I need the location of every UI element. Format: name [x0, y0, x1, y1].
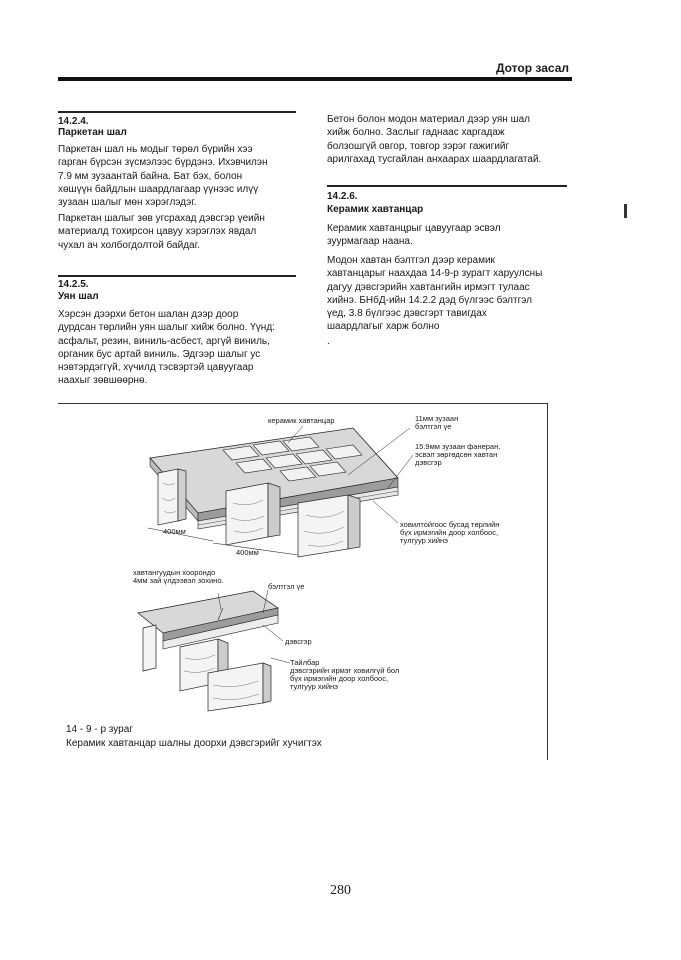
label-gap-line: 4мм зай үлдээвэл зохино.	[133, 576, 224, 585]
paragraph-right-intro	[327, 113, 563, 166]
paragraph-parquet-2	[58, 212, 296, 252]
text-line: органик бус артай виниль. Эдгээр шалыг ус	[58, 348, 261, 360]
section-number-14-2-6: 14.2.6.	[327, 191, 358, 202]
text-line: болзошгүй овгор, товгор зэрэг гажигийг	[327, 140, 510, 152]
label-dimension-400-b: 400мм	[236, 548, 259, 557]
text-line: чухал ач холбогдолтой байдаг.	[58, 239, 200, 251]
label-note-line: Тайлбар	[290, 658, 320, 667]
margin-mark	[624, 204, 627, 218]
text-line: Паркетан шал нь модыг төрөл бүрийн хээ	[58, 144, 253, 155]
section-rule	[327, 185, 567, 187]
label-gap-line: хавтангуудын хоорондо	[133, 568, 216, 577]
section-title-parquet: Паркетан шал	[58, 127, 127, 138]
section-rule	[58, 275, 296, 277]
text-line: хөшүүн байдлын шаардлагаар үүнээс илүү	[58, 183, 259, 195]
label-plywood-line: эсвэл зөргөдсөн хавтан	[415, 450, 498, 459]
text-line: наахыг зөвшөөрнө.	[58, 375, 148, 387]
section-title-flexible: Уян шал	[58, 291, 99, 302]
header-rule	[58, 77, 572, 81]
text-line: шаардлагыг харж болно	[327, 321, 440, 333]
text-line: гарган бүрсэн зүсмэлээс бүрдэнэ. Ихэвчилэн	[58, 157, 268, 169]
page-number: 280	[330, 883, 351, 898]
text-line: дагуу дэвсгэрийн хавтангийн ирмэгт тулаас	[327, 281, 530, 293]
text-line: Хэрсэн дээрхи бетон шалан дээр доор	[58, 309, 239, 320]
label-plywood-line: дэвсгэр	[415, 458, 442, 467]
label-underlay: дэвсгэр	[285, 637, 312, 646]
figure-caption-text: Керамик хавтанцар шалны доорхи дэвсгэрийг хучигтэх	[66, 738, 322, 749]
label-11mm-line: 11мм зузаан	[415, 414, 459, 423]
text-line: үед, 3.8 бүлгээс дэвсгэрт тавигдах	[327, 308, 487, 320]
stray-dot: .	[327, 336, 330, 347]
label-note-line: тулгуур хийнэ	[290, 682, 338, 691]
paragraph-parquet-1	[58, 143, 296, 209]
label-joint-line: тулгуур хийнэ	[400, 536, 448, 545]
text-line: асфальт, резин, виниль-асбест, аргүй виниль,	[58, 335, 270, 347]
text-line: материалд тохирсон цавуу хэрэглэх явдал	[58, 226, 257, 238]
label-dimension-400-a: 400мм	[163, 527, 186, 536]
label-11mm-line: бэлтгэл үе	[415, 422, 452, 431]
text-line: хийнэ. БНбД-ийн 14.2.2 дэд бүлгээс бэлтгэл	[327, 294, 532, 306]
label-joint-line: ховилтойгоос бусад төрлийн	[400, 520, 500, 529]
text-line: Модон хавтан бэлтгэл дээр керамик	[327, 255, 495, 266]
figure-ceramic-underlay	[58, 403, 548, 760]
upper-drawing	[148, 426, 413, 557]
section-title-ceramic: Керамик хавтанцар	[327, 204, 424, 215]
text-line: хавтанцарыг наахдаа 14-9-р зурагт харуулсны	[327, 268, 543, 280]
paragraph-flexible	[58, 308, 296, 388]
label-prep-layer: бэлтгэл үе	[268, 582, 305, 591]
text-line: Паркетан шалыг зөв угсрахад дэвсгэр үеийн	[58, 213, 265, 224]
text-line: зузаан шалыг мөн хэрэглэдэг.	[58, 197, 197, 209]
text-line: Бетон болон модон материал дээр уян шал	[327, 114, 530, 125]
label-joint-line: бүх ирмэгийн доор холбоос,	[400, 528, 499, 537]
paragraph-ceramic-1	[327, 222, 563, 249]
section-number-14-2-4: 14.2.4.	[58, 116, 89, 127]
label-note-line: дэвсгэрийн ирмэг ховилгүй бол	[290, 666, 400, 675]
page-header-title: Дотор засал	[495, 61, 569, 75]
text-line: арилгахад тусгайлан анхаарах шаардлагатай.	[327, 153, 542, 165]
label-plywood-line: 15.9мм зузаан фанеран,	[415, 442, 501, 451]
text-line: Керамик хавтанцрыг цавуугаар эсвэл	[327, 223, 501, 234]
label-ceramic: керамик хавтанцар	[268, 416, 335, 425]
section-number-14-2-5: 14.2.5.	[58, 279, 89, 290]
figure-caption-number: 14 - 9 - р зураг	[66, 724, 133, 735]
text-line: дурдсан төрлийн уян шалыг хийж болно. Үүнд:	[58, 322, 275, 334]
text-line: 7.9 мм зузаантай байна. Бат бэх, болон	[58, 170, 243, 182]
paragraph-ceramic-2	[327, 254, 563, 334]
text-line: нэвтэрдэггүй, хүчилд тэсвэртэй цавуугаар	[58, 362, 254, 374]
section-rule	[58, 111, 296, 113]
text-line: хийж болно. Заслыг гаднаас харгадаж	[327, 127, 505, 139]
label-note-line: бүх ирмэгийн доор холбоос,	[290, 674, 389, 683]
text-line: зуурмагаар наана.	[327, 236, 413, 248]
lower-drawing	[138, 590, 290, 711]
